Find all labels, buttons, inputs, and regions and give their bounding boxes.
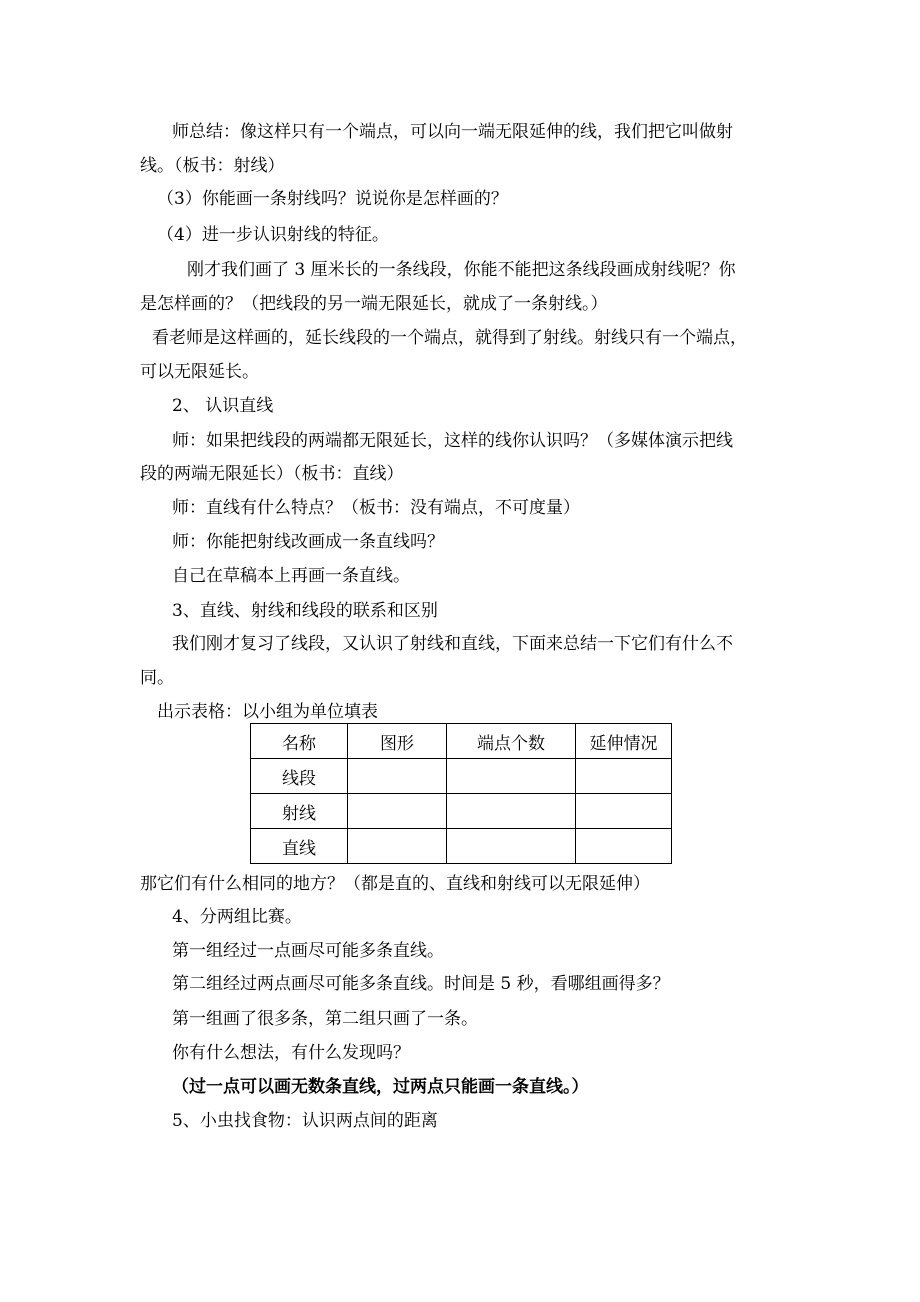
paragraph: （3）你能画一条射线吗？说说你是怎样画的？ (157, 189, 508, 209)
table-cell: 直线 (251, 829, 348, 864)
table-row (251, 759, 672, 794)
paragraph: 我们刚才复习了线段，又认识了射线和直线，下面来总结一下它们有什么不 (172, 634, 733, 654)
paragraph: 师：直线有什么特点？（板书：没有端点，不可度量） (172, 498, 580, 518)
paragraph: 你有什么想法，有什么发现吗？ (172, 1043, 410, 1063)
table-cell (447, 759, 576, 794)
table-cell (447, 794, 576, 829)
section-heading: 2、 认识直线 (172, 396, 274, 416)
table-row (251, 829, 672, 864)
table-cell (576, 829, 672, 864)
table-row (251, 794, 672, 829)
comparison-table (250, 723, 672, 864)
table-header-cell: 延伸情况 (576, 724, 672, 759)
table-header-cell: 名称 (251, 724, 348, 759)
paragraph: 线。（板书：射线） (140, 156, 285, 176)
paragraph: 师：如果把线段的两端都无限延长，这样的线你认识吗？（多媒体演示把线 (172, 431, 733, 451)
paragraph: 是怎样画的？（把线段的另一端无限延长，就成了一条射线。） (140, 294, 608, 314)
paragraph: 出示表格：以小组为单位填表 (157, 702, 378, 722)
paragraph: （4）进一步认识射线的特征。 (157, 225, 389, 245)
paragraph: 段的两端无限延长）（板书：直线） (140, 464, 404, 484)
table-cell (348, 794, 447, 829)
table-cell: 线段 (251, 759, 348, 794)
bold-conclusion: （过一点可以画无数条直线，过两点只能画一条直线。） (172, 1077, 589, 1097)
paragraph: 师总结：像这样只有一个端点，可以向一端无限延伸的线，我们把它叫做射 (172, 122, 733, 142)
section-heading: 4、分两组比赛。 (172, 907, 302, 927)
paragraph: 第一组画了很多条，第二组只画了一条。 (172, 1009, 478, 1029)
section-heading: 5、小虫找食物：认识两点间的距离 (172, 1111, 438, 1131)
table-cell (348, 829, 447, 864)
paragraph: 第二组经过两点画尽可能多条直线。时间是 5 秒，看哪组画得多？ (172, 974, 670, 994)
table-cell (576, 794, 672, 829)
paragraph: 看老师是这样画的，延长线段的一个端点，就得到了射线。射线只有一个端点， (152, 328, 747, 348)
table-cell (348, 759, 447, 794)
paragraph: 可以无限延长。 (140, 362, 259, 382)
table-header-cell: 图形 (348, 724, 447, 759)
paragraph: 同。 (140, 668, 174, 688)
paragraph: 刚才我们画了 3 厘米长的一条线段，你能不能把这条线段画成射线呢？你 (187, 260, 736, 280)
table-cell (447, 829, 576, 864)
table-cell (576, 759, 672, 794)
paragraph: 自己在草稿本上再画一条直线。 (172, 566, 410, 586)
table-cell: 射线 (251, 794, 348, 829)
table-header-row (251, 724, 672, 759)
table-header-cell: 端点个数 (447, 724, 576, 759)
paragraph: 第一组经过一点画尽可能多条直线。 (172, 941, 444, 961)
paragraph: 那它们有什么相同的地方？（都是直的、直线和射线可以无限延伸） (140, 874, 650, 894)
paragraph: 师：你能把射线改画成一条直线吗？ (172, 532, 444, 552)
section-heading: 3、直线、射线和线段的联系和区别 (172, 601, 438, 621)
